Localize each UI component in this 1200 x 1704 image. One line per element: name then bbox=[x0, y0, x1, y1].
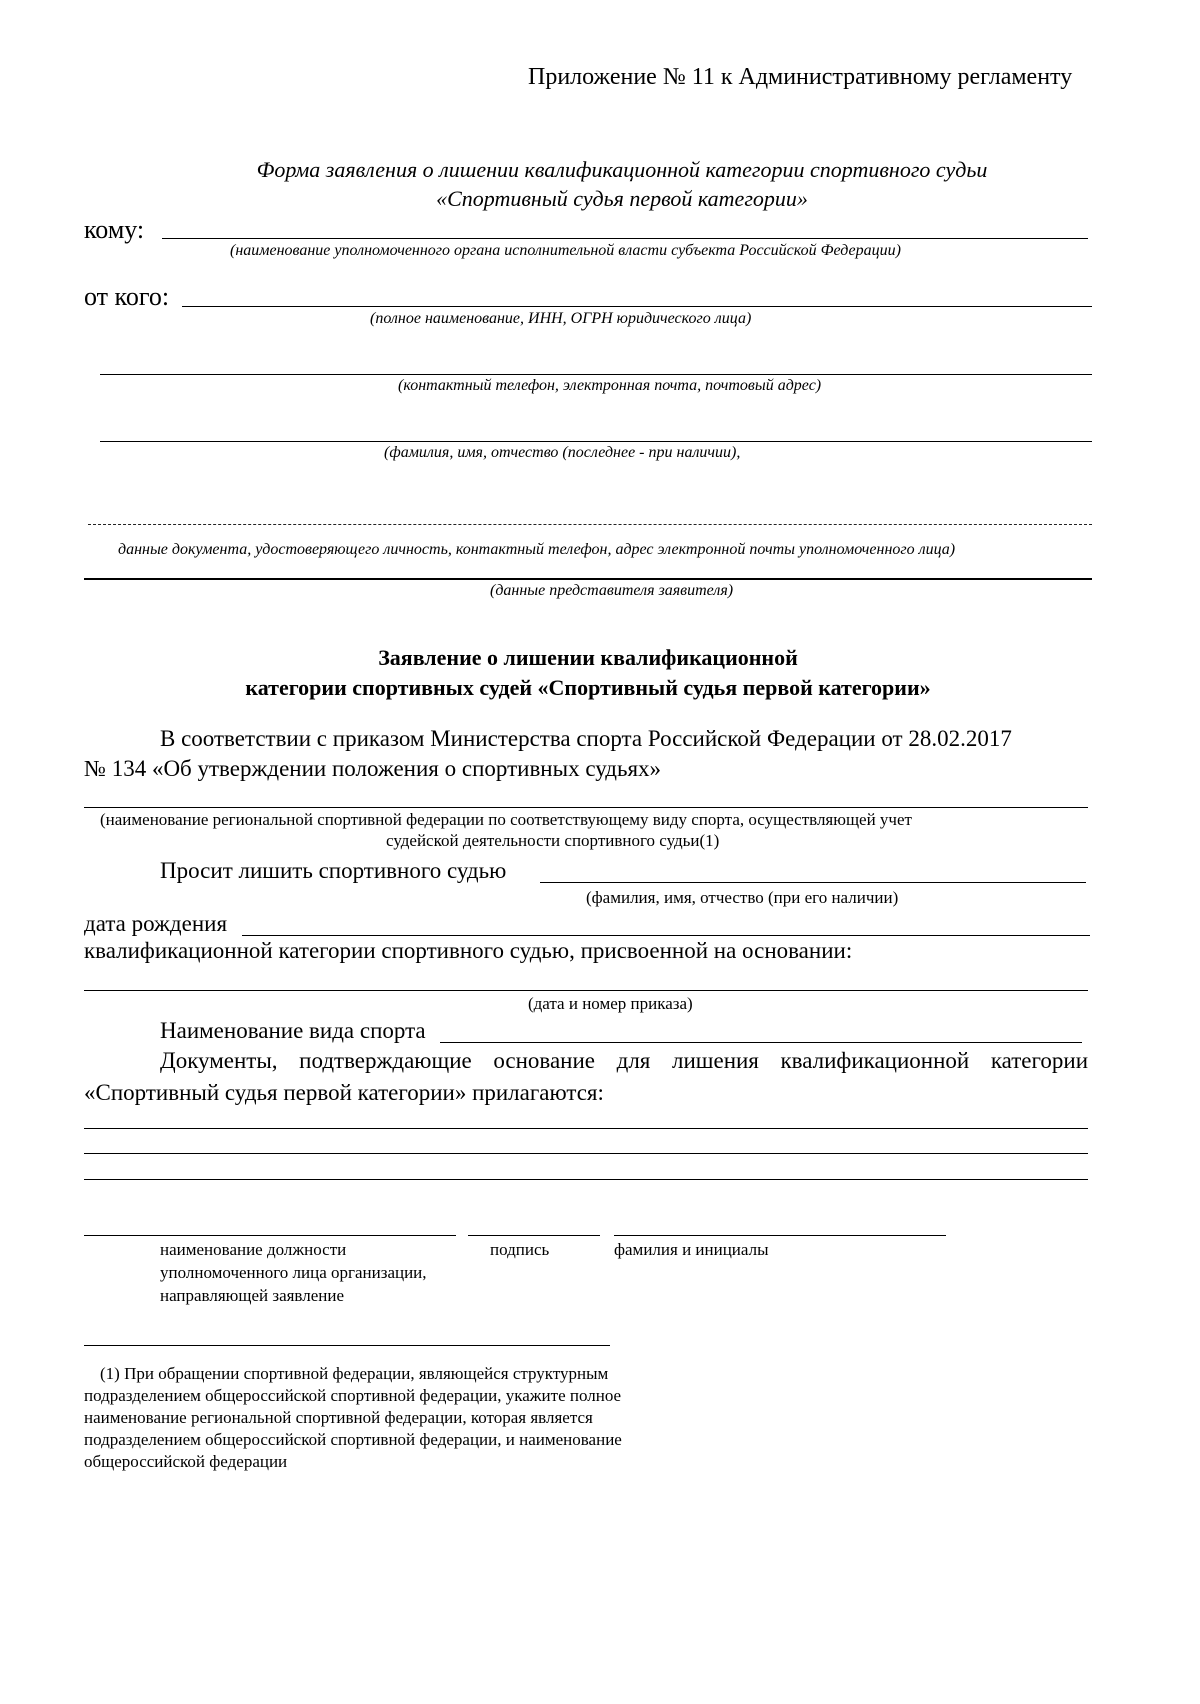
docs-field-line-1[interactable] bbox=[84, 1128, 1088, 1129]
sport-label: Наименование вида спорта bbox=[160, 1018, 426, 1043]
birth-label: дата рождения bbox=[84, 911, 228, 936]
intro-line2: № 134 «Об утверждении положения о спортивных судьях» bbox=[84, 756, 662, 781]
judge-field-line[interactable] bbox=[540, 882, 1086, 883]
signature-caption: подпись bbox=[490, 1240, 550, 1259]
from-label: от кого: bbox=[84, 282, 170, 311]
rep-doc-field-line[interactable] bbox=[88, 524, 1092, 525]
docs-field-line-2[interactable] bbox=[84, 1153, 1088, 1154]
form-title-line1: Форма заявления о лишении квалификационной категории спортивного судьи bbox=[256, 157, 988, 182]
from-field-line[interactable] bbox=[182, 306, 1092, 307]
fio-field-line[interactable] bbox=[100, 441, 1092, 442]
position-caption-line3: направляющей заявление bbox=[160, 1286, 345, 1305]
name-field-line[interactable] bbox=[614, 1235, 946, 1236]
position-field-line[interactable] bbox=[84, 1235, 456, 1236]
form-title-line2: «Спортивный судья первой категории» bbox=[436, 186, 808, 211]
order-field-line[interactable] bbox=[84, 990, 1088, 991]
position-caption-line1: наименование должности bbox=[160, 1240, 347, 1259]
statement-title-line2: категории спортивных судей «Спортивный судья первой категории» bbox=[245, 675, 931, 700]
federation-caption-line2: судейской деятельности спортивного судьи(1) bbox=[386, 831, 720, 850]
docs-line2: «Спортивный судья первой категории» прилагаются: bbox=[84, 1080, 604, 1105]
footnote-line3: наименование региональной спортивной федерации, которая является bbox=[84, 1408, 593, 1427]
federation-field-line[interactable] bbox=[84, 807, 1088, 808]
footnote-line5: общероссийской федерации bbox=[84, 1452, 288, 1471]
rep-field-line[interactable] bbox=[84, 578, 1092, 580]
intro-line1: В соответствии с приказом Министерства спорта Российской Федерации от 28.02.2017 bbox=[160, 726, 1012, 751]
signature-field-line[interactable] bbox=[468, 1235, 600, 1236]
appendix-header: Приложение № 11 к Административному регламенту bbox=[528, 64, 1073, 90]
order-caption: (дата и номер приказа) bbox=[528, 994, 693, 1013]
sport-field-line[interactable] bbox=[440, 1042, 1082, 1043]
rep-caption: (данные представителя заявителя) bbox=[490, 582, 734, 599]
footnote-separator bbox=[84, 1345, 610, 1346]
fio-caption: (фамилия, имя, отчество (последнее - при наличии), bbox=[384, 444, 741, 461]
to-label: кому: bbox=[84, 215, 145, 244]
from-caption: (полное наименование, ИНН, ОГРН юридического лица) bbox=[370, 310, 752, 327]
footnote-line1: (1) При обращении спортивной федерации, являющейся структурным bbox=[100, 1364, 609, 1383]
footnote-line2: подразделением общероссийской спортивной федерации, укажите полное bbox=[84, 1386, 622, 1405]
federation-caption-line1: (наименование региональной спортивной федерации по соответствующему виду спорта, осуществляющей учет bbox=[100, 810, 912, 829]
rep-doc-caption: данные документа, удостоверяющего личность, контактный телефон, адрес электронной почты уполномоченного лица) bbox=[118, 541, 956, 558]
contacts-field-line[interactable] bbox=[100, 374, 1092, 375]
docs-field-line-3[interactable] bbox=[84, 1179, 1088, 1180]
birth-field-line[interactable] bbox=[242, 935, 1090, 936]
judge-caption: (фамилия, имя, отчество (при его наличии) bbox=[586, 888, 899, 907]
to-caption: (наименование уполномоченного органа исполнительной власти субъекта Российской Федерации) bbox=[230, 242, 901, 259]
docs-line1: Документы, подтверждающие основание для лишения квалификационной категории bbox=[160, 1048, 1088, 1073]
request-label: Просит лишить спортивного судью bbox=[160, 858, 507, 883]
contacts-caption: (контактный телефон, электронная почта, почтовый адрес) bbox=[398, 377, 822, 394]
name-caption: фамилия и инициалы bbox=[614, 1240, 769, 1259]
statement-title-line1: Заявление о лишении квалификационной bbox=[378, 645, 798, 670]
position-caption-line2: уполномоченного лица организации, bbox=[160, 1263, 427, 1282]
to-field-line[interactable] bbox=[162, 238, 1088, 239]
footnote-line4: подразделением общероссийской спортивной федерации, и наименование bbox=[84, 1430, 622, 1449]
qualification-text: квалификационной категории спортивного судью, присвоенной на основании: bbox=[84, 938, 853, 963]
